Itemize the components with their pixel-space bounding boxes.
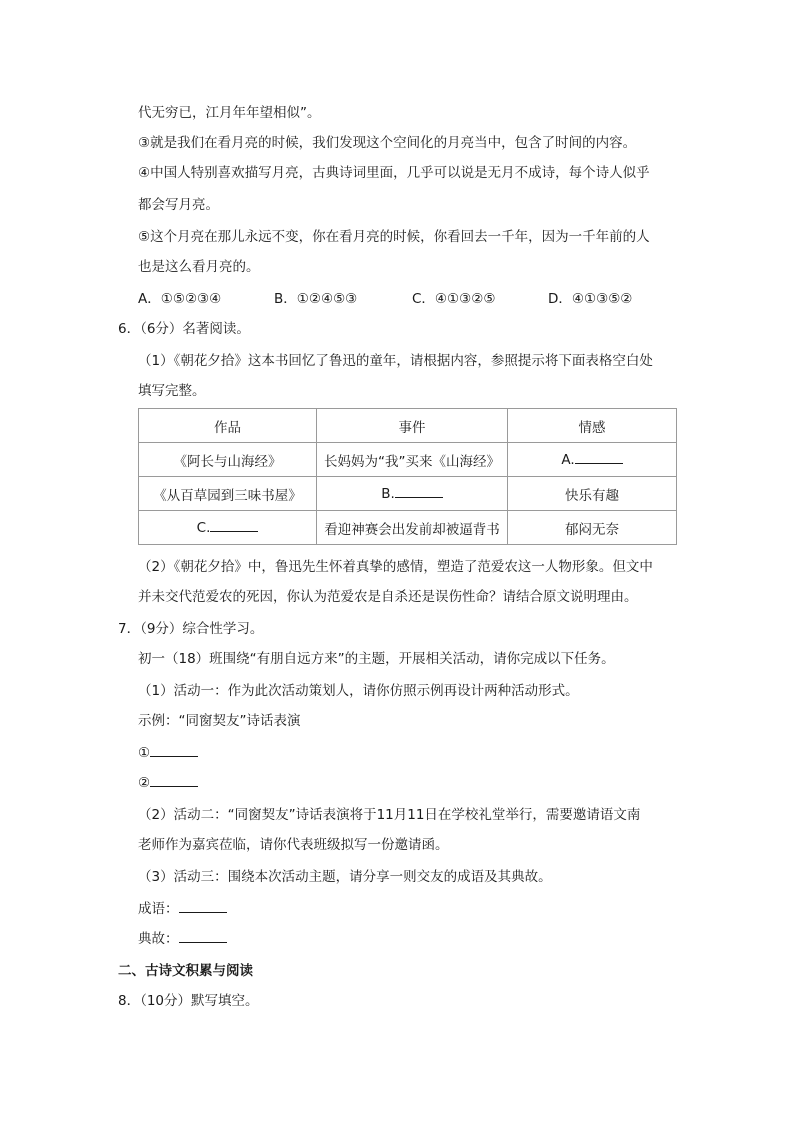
text-line: ④中国人特别喜欢描写月亮，古典诗词里面，几乎可以说是无月不成诗，每个诗人似乎 [138,165,650,181]
question-8-heading: 8．（10分）默写填空。 [118,993,259,1009]
table-cell [317,477,508,511]
table-cell: 《从百草园到三味书屋》 [139,477,317,511]
table-row [139,443,677,477]
text-line: ③就是我们在看月亮的时候，我们发现这个空间化的月亮当中，包含了时间的内容。 [138,135,637,151]
table-row [139,511,677,545]
idiom-label: 成语： [138,901,179,917]
story-label: 典故： [138,931,179,947]
blank-label: A. [561,452,575,468]
text-line: 初一（18）班围绕“有朋自远方来”的主题，开展相关活动，请你完成以下任务。 [138,651,615,667]
header-cell: 作品 [139,409,317,443]
table-cell: 快乐有趣 [508,477,677,511]
answer-line-2 [138,774,198,792]
text-line: 代无穷已，江月年年望相似”。 [138,105,321,121]
text-line: 也是这么看月亮的。 [138,259,260,275]
option-c: C．④①③②⑤ [412,291,496,307]
header-cell: 情感 [508,409,677,443]
works-table [138,408,677,545]
text-line: （1）活动一：作为此次活动策划人，请你仿照示例再设计两种活动形式。 [138,683,579,699]
text-line: 老师作为嘉宾莅临，请你代表班级拟写一份邀请函。 [138,837,449,853]
fill-blank[interactable] [150,744,198,757]
option-d: D．④①③⑤② [548,291,633,307]
fill-blank[interactable] [179,900,227,913]
table-cell: 《阿长与山海经》 [139,443,317,477]
fill-blank[interactable] [210,519,258,532]
option-a: A．①⑤②③④ [138,291,222,307]
item-number: ② [138,775,151,791]
table-cell: 看迎神赛会出发前却被逼背书 [317,511,508,545]
question-7-heading: 7．（9分）综合性学习。 [118,621,264,637]
text-line: （2）《朝花夕拾》中，鲁迅先生怀着真挚的感情，塑造了范爱农这一人物形象。但文中 [138,559,653,575]
text-line: ⑤这个月亮在那儿永远不变，你在看月亮的时候，你看回去一千年，因为一千年前的人 [138,229,650,245]
table-cell [139,511,317,545]
table-header-row [139,409,677,443]
question-6-heading: 6．（6分）名著阅读。 [118,321,250,337]
header-cell: 事件 [317,409,508,443]
text-line: 并未交代范爱农的死因，你认为范爱农是自杀还是误伤性命？请结合原文说明理由。 [138,589,638,605]
text-line: 都会写月亮。 [138,197,219,213]
answer-options [138,290,678,308]
idiom-line [138,900,227,918]
blank-label: B. [381,486,395,502]
fill-blank[interactable] [575,451,623,464]
option-b: B．①②④⑤③ [274,291,358,307]
text-line: 示例：“同窗契友”诗话表演 [138,713,301,729]
table-cell: 长妈妈为“我”买来《山海经》 [317,443,508,477]
answer-line-1 [138,744,198,762]
text-line: 填写完整。 [138,383,206,399]
fill-blank[interactable] [179,930,227,943]
text-line: （1）《朝花夕拾》这本书回忆了鲁迅的童年，请根据内容，参照提示将下面表格空白处 [138,353,653,369]
text-line: （2）活动二：“同窗契友”诗话表演将于11月11日在学校礼堂举行，需要邀请语文南 [138,807,641,823]
fill-blank[interactable] [150,774,198,787]
item-number: ① [138,745,151,761]
table-cell [508,443,677,477]
table-cell: 郁闷无奈 [508,511,677,545]
table-row [139,477,677,511]
text-line: （3）活动三：围绕本次活动主题，请分享一则交友的成语及其典故。 [138,869,552,885]
blank-label: C. [196,520,211,536]
story-line [138,930,227,948]
section-heading: 二、古诗文积累与阅读 [118,963,253,979]
fill-blank[interactable] [395,485,443,498]
